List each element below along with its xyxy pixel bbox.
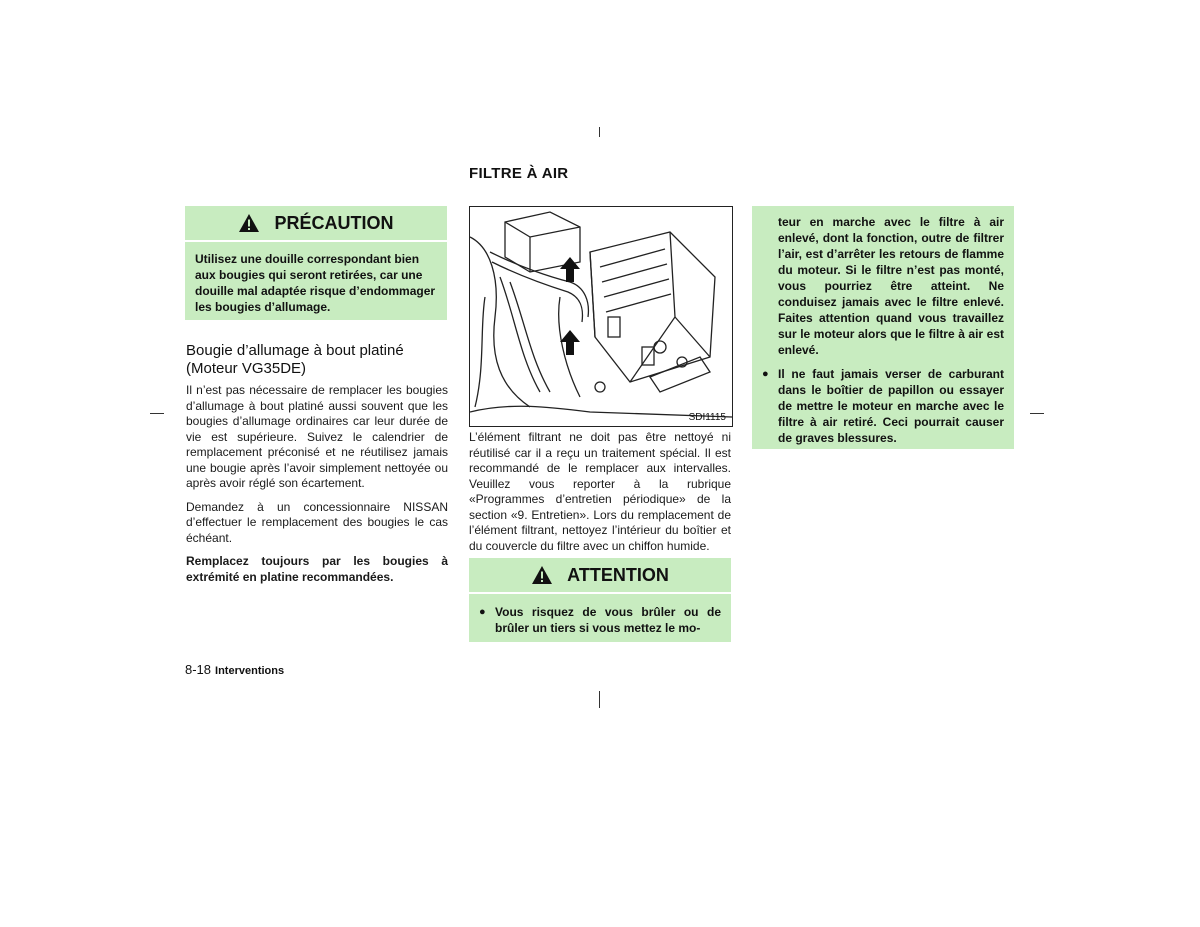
attention-bullet-2: [762, 366, 1004, 446]
attention-bullet-1: [479, 604, 721, 636]
attention-body: [469, 594, 731, 644]
footer-section: Interventions: [215, 665, 285, 677]
attention-continued-box: [752, 206, 1014, 449]
air-filter-paragraph: L’élément filtrant ne doit pas être nettoyé ni réutilisé car il a reçu un traitement spécial. Il est recommandé de le remplacer aux intervalles. Veuillez vous reporter à la rubrique «Programmes d’entretien périodique» de la section «9. Entretien». Lors du remplacement de l’élément filtrant, nettoyez l’intérieur du boîtier et du couvercle du filtre avec un chiffon humide.: [469, 430, 731, 553]
air-filter-drawing: [470, 207, 732, 426]
precaution-title: PRÉCAUTION: [274, 212, 394, 233]
crop-mark-bottom: [599, 691, 600, 708]
section-title: FILTRE À AIR: [469, 165, 569, 182]
page-number: 8-18: [185, 662, 212, 677]
attention-continued-body: [752, 206, 1014, 454]
warning-triangle-icon: [238, 213, 260, 233]
attention-bullet-1-text: Vous risquez de vous brûler ou de brûler un tiers si vous mettez le mo-: [495, 605, 721, 635]
spark-plug-paragraph-3: Remplacez toujours par les bougies à extrémité en platine recommandées.: [186, 554, 448, 584]
precaution-header: [185, 206, 447, 242]
spark-plug-heading-line2: (Moteur VG35DE): [186, 360, 307, 377]
precaution-box: [185, 206, 447, 320]
attention-bullet-2-text: Il ne faut jamais verser de carburant dans le boîtier de papillon ou essayer de mettre le moteur en marche avec le filtre à air retiré. Ceci pourrait causer de graves blessures.: [778, 367, 1004, 445]
engine-illustration: [469, 206, 733, 427]
crop-mark-top: [599, 127, 600, 137]
bullet-icon: ●: [479, 606, 486, 618]
spark-plug-paragraph-1: Il n’est pas nécessaire de remplacer les bougies d’allumage à bout platiné aussi souvent que les bougies d’allumage ordinaires car leur durée de vie est supérieure. Suivez le calendrier de remplacement préconisé et ne réutilisez jamais une bougie après l’avoir simplement nettoyée ou après avoir réglé son écartement.: [186, 383, 448, 490]
figure-label: SDI1115: [688, 412, 726, 423]
attention-continuation: [762, 214, 1004, 358]
spark-plug-paragraph-2: Demandez à un concessionnaire NISSAN d’effectuer le remplacement des bougies le cas échéant.: [186, 499, 448, 545]
warning-triangle-icon: [531, 565, 553, 585]
spark-plug-body: [186, 383, 448, 593]
crop-mark-right: [1030, 413, 1044, 414]
precaution-text: Utilisez une douille correspondant bien aux bougies qui seront retirées, car une douille mal adaptée risque d’endommager les bougies d’allumage.: [195, 252, 436, 314]
attention-continuation-text: teur en marche avec le filtre à air enlevé, dont la fonction, outre de filtrer l’air, est d’arrêter les retours de flamme du moteur. Si le filtre n’est pas monté, vous pourriez être atteint. Ne conduisez jamais avec le filtre enlevé. Faites attention quand vous travaillez sur le moteur alors que le filtre à air est enlevé.: [778, 215, 1004, 357]
page-footer: [185, 662, 284, 677]
attention-header: [469, 558, 731, 594]
spark-plug-heading: [186, 342, 448, 378]
attention-title: ATTENTION: [567, 564, 669, 585]
attention-box: [469, 558, 731, 642]
bullet-icon: ●: [762, 368, 769, 380]
spark-plug-heading-line1: Bougie d’allumage à bout platiné: [186, 342, 404, 359]
crop-mark-left: [150, 413, 164, 414]
